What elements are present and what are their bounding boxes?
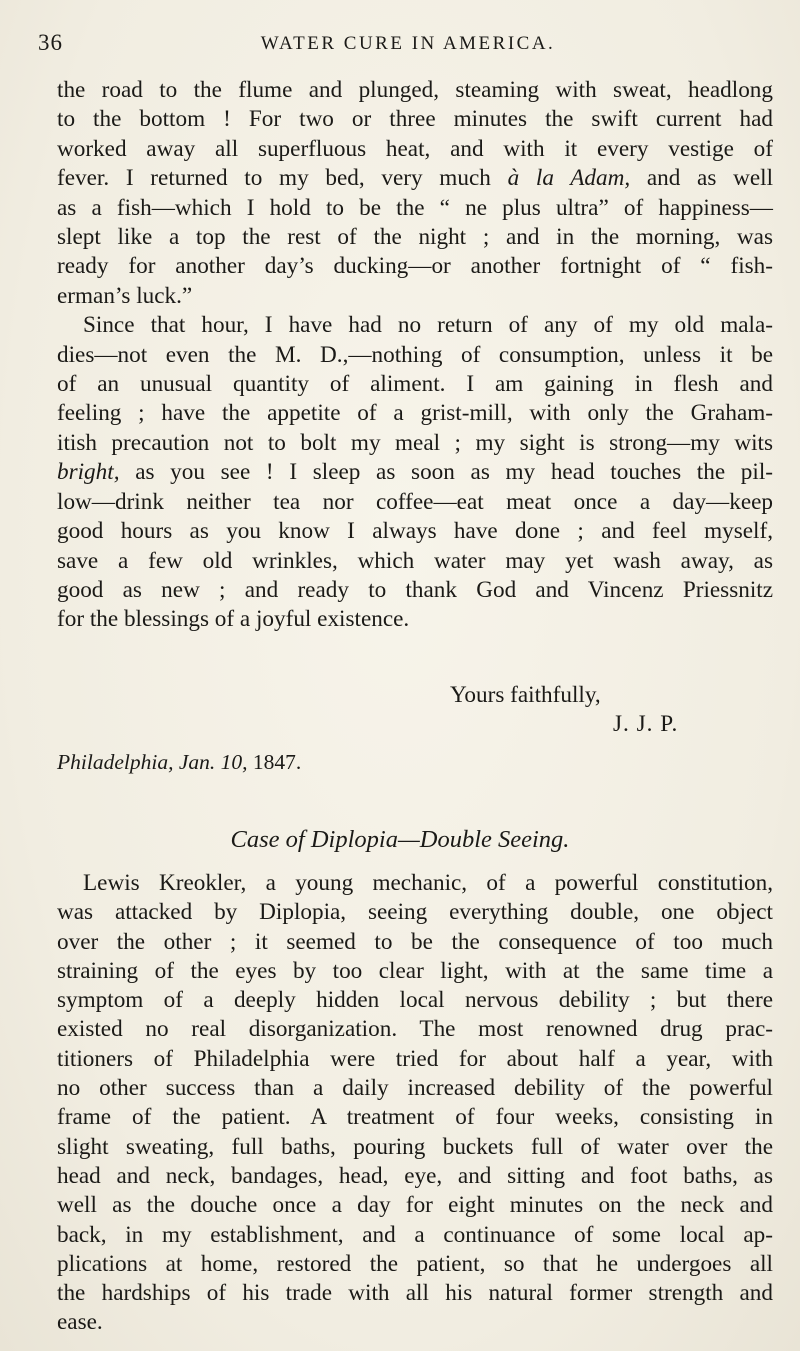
text-line: save a few old wrinkles, which water may yet wash away, as bbox=[57, 547, 773, 574]
text-line: Lewis Kreokler, a young mechanic, of a powerful constitution, bbox=[83, 870, 773, 896]
text-line: good as new ; and ready to thank God and Vincenz Priessnitz bbox=[57, 576, 773, 603]
letter-salutation: Yours faithfully, bbox=[450, 682, 601, 708]
text-line: as a fish—which I hold to be the “ ne plus ultra” of happiness— bbox=[57, 194, 773, 221]
text-line: of an unusual quantity of aliment. I am gaining in flesh and bbox=[57, 371, 773, 398]
text-line: to the bottom ! For two or three minutes the swift current had bbox=[57, 106, 773, 133]
year: 1847. bbox=[252, 750, 302, 774]
place-date-line bbox=[57, 750, 301, 775]
page-header bbox=[38, 30, 778, 60]
letter-signature: J. J. P. bbox=[613, 711, 679, 737]
italic-word: bright, bbox=[57, 459, 120, 486]
text-line: well as the douche once a day for eight minutes on the neck and bbox=[57, 1192, 773, 1219]
text-fragment: as you see ! I sleep as soon as my head touches the pil- bbox=[135, 459, 773, 486]
text-line: back, in my establishment, and a continuance of some local ap- bbox=[57, 1221, 773, 1248]
italic-phrase: à la Adam, bbox=[507, 165, 631, 192]
text-line: itish precaution not to bolt my meal ; my sight is strong—my wits bbox=[57, 429, 773, 456]
text-line: was attacked by Diplopia, seeing everything double, one object bbox=[57, 899, 773, 926]
section-title: Case of Diplopia—Double Seeing. bbox=[230, 826, 570, 853]
text-line: the road to the flume and plunged, steaming with sweat, headlong bbox=[57, 77, 773, 103]
text-line: no other success than a daily increased debility of the powerful bbox=[57, 1075, 773, 1102]
text-line: slept like a top the rest of the night ; and in the morning, was bbox=[57, 224, 773, 251]
text-line: ready for another day’s ducking—or another fortnight of “ fish- bbox=[57, 253, 773, 280]
running-head: WATER CURE IN AMERICA. bbox=[260, 33, 556, 54]
text-line: over the other ; it seemed to be the consequence of too much bbox=[57, 928, 773, 955]
text-line: feeling ; have the appetite of a grist-mill, with only the Graham- bbox=[57, 400, 773, 427]
text-line: existed no real disorganization. The most renowned drug prac- bbox=[57, 1016, 773, 1043]
page-number: 36 bbox=[38, 30, 63, 55]
letter-body bbox=[57, 76, 773, 635]
text-line: for the blessings of a joyful existence. bbox=[57, 606, 410, 633]
text-fragment: fever. I returned to my bed, very much bbox=[57, 165, 491, 192]
text-line: titioners of Philadelphia were tried for about half a year, with bbox=[57, 1045, 773, 1072]
text-line bbox=[57, 458, 773, 487]
text-line: symptom of a deeply hidden local nervous debility ; but there bbox=[57, 987, 773, 1014]
text-line: worked away all superfluous heat, and with it every vestige of bbox=[57, 135, 773, 162]
text-line: Since that hour, I have had no return of any of my old mala- bbox=[83, 312, 773, 339]
text-line: ease. bbox=[57, 1309, 103, 1336]
text-line: dies—not even the M. D.,—nothing of consumption, unless it be bbox=[57, 341, 773, 368]
text-line bbox=[57, 164, 773, 193]
text-line: frame of the patient. A treatment of four weeks, consisting in bbox=[57, 1104, 773, 1131]
text-line: straining of the eyes by too clear light, with at the same time a bbox=[57, 957, 773, 984]
text-line: plications at home, restored the patient, so that he undergoes all bbox=[57, 1250, 773, 1277]
text-line: erman’s luck.” bbox=[57, 282, 193, 309]
text-line: low—drink neither tea nor coffee—eat meat once a day—keep bbox=[57, 488, 773, 515]
case-body bbox=[57, 869, 773, 1338]
place-date: Philadelphia, Jan. 10, bbox=[57, 750, 248, 774]
text-line: good hours as you know I always have done ; and feel myself, bbox=[57, 518, 773, 545]
text-line: head and neck, bandages, head, eye, and sitting and foot baths, as bbox=[57, 1162, 773, 1189]
text-line: slight sweating, full baths, pouring buckets full of water over the bbox=[57, 1133, 773, 1160]
text-fragment: and as well bbox=[646, 165, 774, 192]
text-line: the hardships of his trade with all his natural former strength and bbox=[57, 1280, 773, 1307]
